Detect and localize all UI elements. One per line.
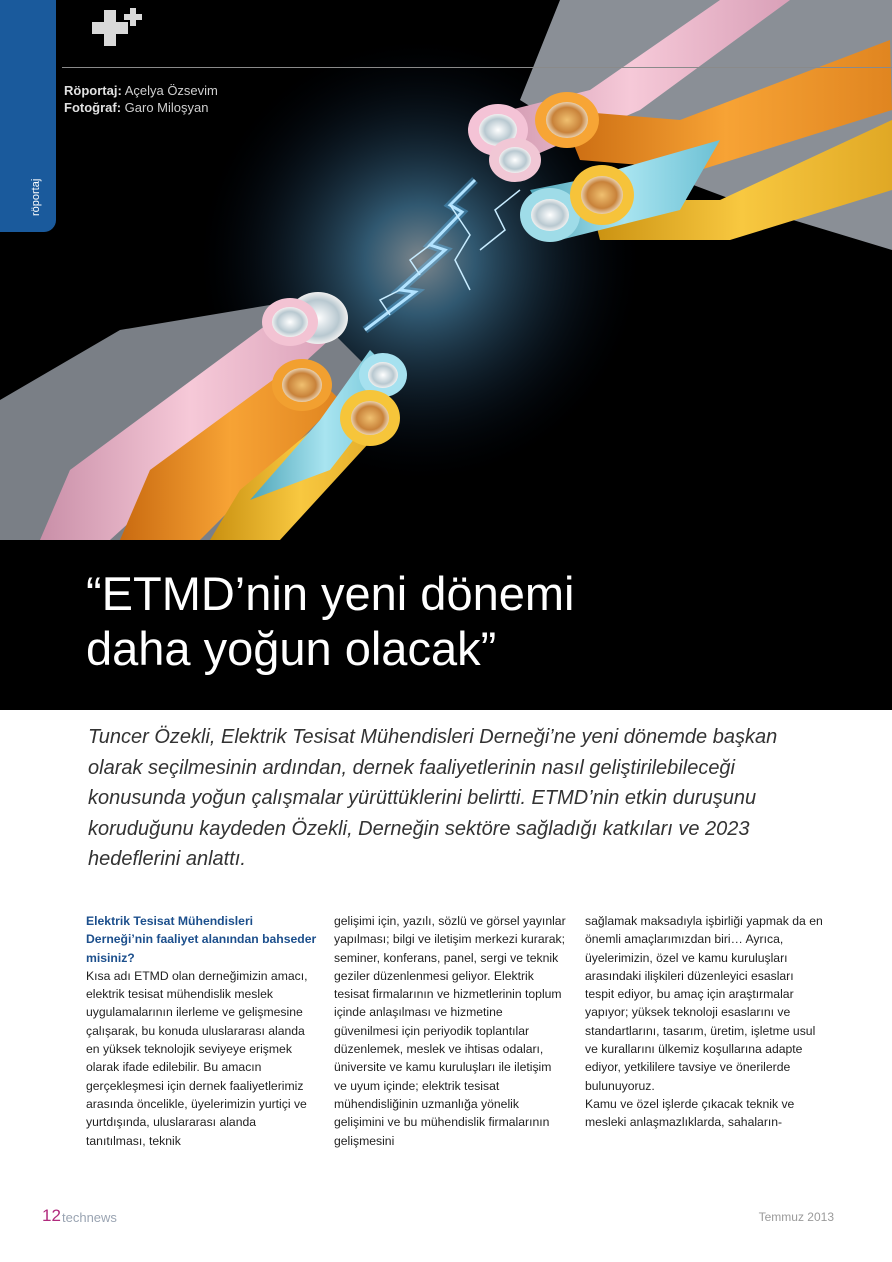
- interview-name: Açelya Özsevim: [124, 83, 218, 98]
- page-number: 12: [42, 1206, 61, 1225]
- column-2-text: gelişimi için, yazılı, sözlü ve görsel yayınlar yapılması; bilgi ve iletişim merkezi kurarak; seminer, konferans, panel, sergi ve teknik geziler düzenlenmesi geliyor. Elektrik tesisat firmalarının ve hizmetlerinin toplum içinde anlaşılması ve hizmetine güvenilmesi için periyodik toplantılar düzenlemek, meslek ve ihtisas odaları, üniversite ve kamu kuruluşları ile iletişim ve uyum içinde; elektrik tesisat mühendisliğinin uzmanlığa yönelik gelişimini ve bu mühendislik firmalarının gelişmesini: [334, 914, 566, 1148]
- lead-paragraph: Tuncer Özekli, Elektrik Tesisat Mühendisleri Derneği’ne yeni dönemde başkan olarak seçilmesinin ardından, dernek faaliyetlerinin nasıl geliştirilebileceği konusunda yoğun çalışmalar yürüttüklerini belirtti. ETMD’nin etkin duruşunu koruduğunu kaydeden Özekli, Derneğin sektöre sağladığı katkıları ve 2023 hedeflerini anlattı.: [88, 726, 778, 870]
- section-tab: [0, 0, 56, 232]
- body-column-1: [86, 912, 318, 1150]
- photo-label: Fotoğraf:: [64, 100, 122, 115]
- column-1-text: Kısa adı ETMD olan derneğimizin amacı, elektrik tesisat mühendislik meslek uygulamalarının ilerleme ve gelişmesine çalışarak, bu konuda uluslararası alanda en yüksek teknolojik seviyeye erişmek olarak ifade edilebilir. Bu amacın gerçekleşmesi için dernek faaliyetlerimiz arasında öncelikle, üyelerimizin yurtiçi ve yurtdışında, uluslararası alanda tanıtılması, teknik: [86, 968, 308, 1148]
- credits: [64, 82, 218, 116]
- headline-line-2: daha yoğun olacak”: [86, 622, 497, 675]
- photo-credit: [64, 99, 218, 116]
- column-3-text-continued: Kamu ve özel işlerde çıkacak teknik ve mesleki anlaşmazlıklarda, sahaların-: [585, 1096, 795, 1130]
- interview-question: Elektrik Tesisat Mühendisleri Derneği’nin faaliyet alanından bahseder misiniz?: [86, 914, 317, 965]
- header-rule: [62, 67, 892, 68]
- column-3-text: sağlamak maksadıyla işbirliği yapmak da en önemli amaçlarımızdan biri… Ayrıca, üyelerimizin, özel ve kamu kuruluşları arasındaki ilişkileri düzenleyici esasları tespit ediyor, bu amaç için araştırmalar yapıyor; yüksek teknoloji esaslarını ve standartlarını, tasarım, üretim, işletme usul ve kurallarını ülkemiz koşullarına adapte ediyor, yetkililere tavsiye ve önerilerde bulunuyoruz.: [585, 914, 823, 1093]
- section-label: röportaj: [30, 178, 42, 216]
- body-column-2: [334, 912, 566, 1150]
- body-column-3: [585, 912, 825, 1132]
- headline: [86, 566, 846, 676]
- interview-label: Röportaj:: [64, 83, 122, 98]
- plus-logo-icon: [80, 8, 144, 60]
- issue-date: Temmuz 2013: [758, 1210, 834, 1224]
- magazine-brand: technews: [62, 1210, 117, 1225]
- photo-name: Garo Miloşyan: [124, 100, 209, 115]
- headline-line-1: “ETMD’nin yeni dönemi: [86, 567, 575, 620]
- interview-credit: [64, 82, 218, 99]
